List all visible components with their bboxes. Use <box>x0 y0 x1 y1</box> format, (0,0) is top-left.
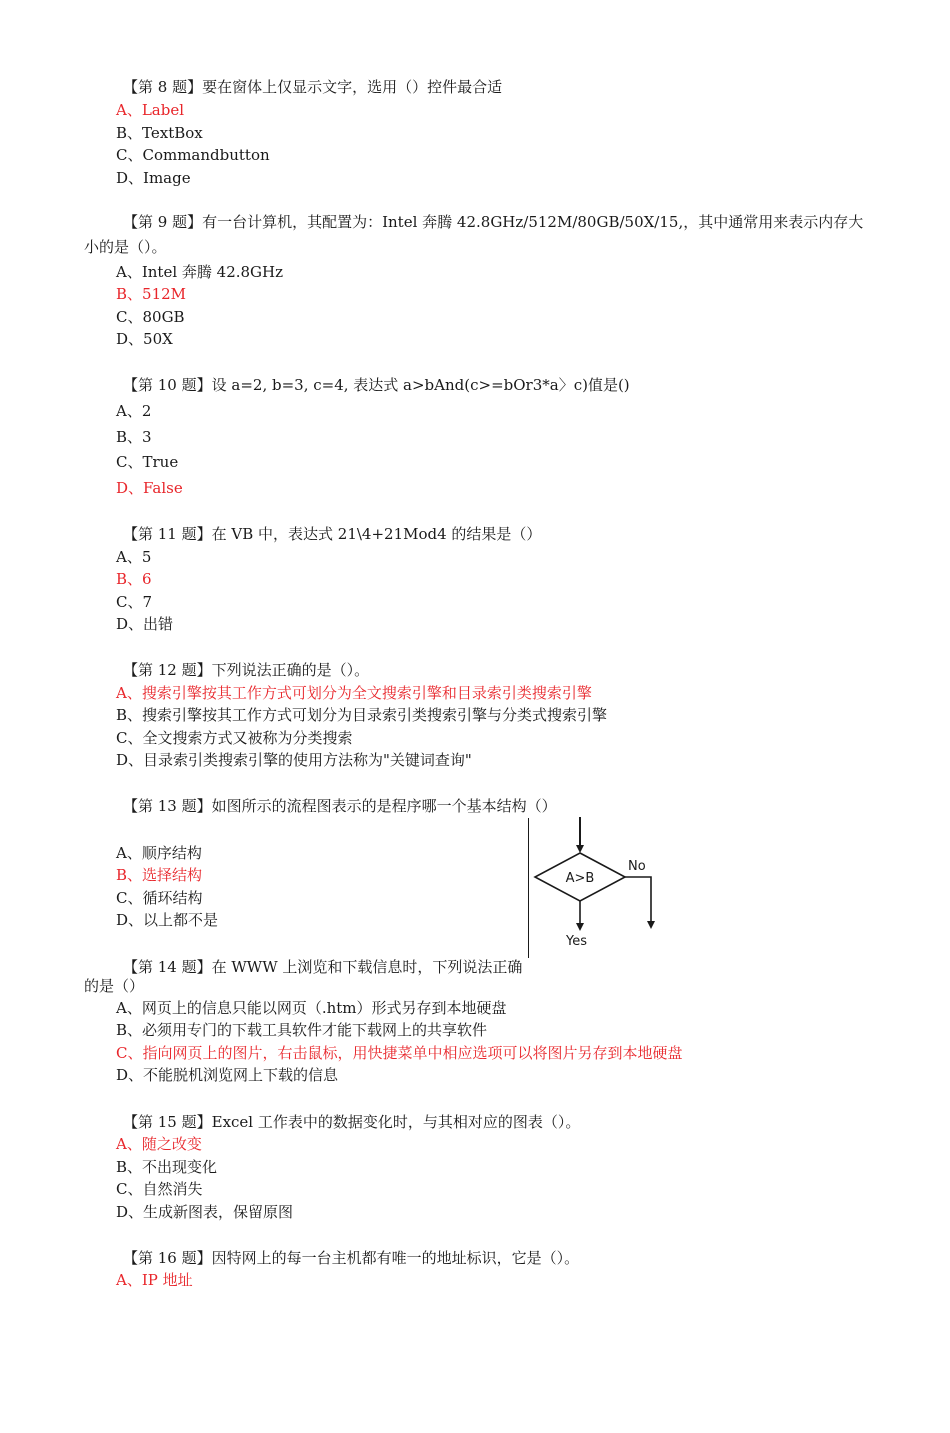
question-11-option-d: D、出错 <box>116 615 174 633</box>
question-11-option-b: B、6 <box>116 570 152 588</box>
question-11-option-c: C、7 <box>116 593 153 611</box>
flowchart-figure <box>528 815 663 955</box>
question-13-option-c: C、循环结构 <box>116 889 203 907</box>
question-12-stem: 【第 12 题】下列说法正确的是（）。 <box>123 661 370 679</box>
question-15-option-a: A、随之改变 <box>116 1135 202 1153</box>
question-12-option-a: A、搜索引擎按其工作方式可划分为全文搜索引擎和目录索引类搜索引擎 <box>116 684 592 702</box>
question-14-option-b: B、必须用专门的下载工具软件才能下载网上的共享软件 <box>116 1021 488 1039</box>
question-14-option-d: D、不能脱机浏览网上下载的信息 <box>116 1066 339 1084</box>
question-8-option-b: B、TextBox <box>116 124 203 142</box>
question-15-option-d: D、生成新图表，保留原图 <box>116 1203 294 1221</box>
question-9-stem: 【第 9 题】有一台计算机，其配置为：Intel 奔腾 42.8GHz/512M/80GB/50X/15‚，其中通常用来表示内存大 <box>123 213 864 231</box>
flowchart-no-label: No <box>628 859 646 874</box>
question-14-stem-continued: 的是（） <box>84 977 145 995</box>
question-16-option-a: A、IP 地址 <box>116 1271 193 1289</box>
question-8-option-a: A、Label <box>116 101 185 119</box>
question-9-option-d: D、50X <box>116 330 173 348</box>
question-14-option-c: C、指向网页上的图片，右击鼠标，用快捷菜单中相应选项可以将图片另存到本地硬盘 <box>116 1044 683 1062</box>
question-13-stem: 【第 13 题】如图所示的流程图表示的是程序哪一个基本结构（） <box>123 797 557 815</box>
flowchart-condition-label: A>B <box>565 871 595 886</box>
question-11-stem: 【第 11 题】在 VB 中，表达式 21\4+21Mod4 的结果是（） <box>123 525 542 543</box>
question-15-option-c: C、自然消失 <box>116 1180 203 1198</box>
question-16-stem: 【第 16 题】因特网上的每一台主机都有唯一的地址标识，它是（）。 <box>123 1249 580 1267</box>
question-12-option-d: D、目录索引类搜索引擎的使用方法称为"关键词查询" <box>116 751 472 769</box>
question-9-option-b: B、512M <box>116 285 187 303</box>
question-10-stem: 【第 10 题】设 a=2, b=3, c=4, 表达式 a>bAnd(c>=bOr3*a〉c)值是() <box>123 376 630 394</box>
question-13-option-b: B、选择结构 <box>116 866 203 884</box>
question-9-option-a: A、Intel 奔腾 42.8GHz <box>116 263 284 281</box>
question-10-option-b: B、3 <box>116 428 152 446</box>
question-10-option-d: D、False <box>116 479 183 497</box>
question-15-option-b: B、不出现变化 <box>116 1158 218 1176</box>
flowchart-yes-label: Yes <box>566 934 587 949</box>
question-15-stem: 【第 15 题】Excel 工作表中的数据变化时，与其相对应的图表（）。 <box>123 1113 581 1131</box>
flowchart-no-branch-arrow <box>625 877 651 925</box>
question-14-option-a: A、网页上的信息只能以网页（.htm）形式另存到本地硬盘 <box>116 999 507 1017</box>
question-8-option-d: D、Image <box>116 169 191 187</box>
question-9-stem-continued: 小的是（）。 <box>84 238 167 256</box>
question-11-option-a: A、5 <box>116 548 152 566</box>
question-8-option-c: C、Commandbutton <box>116 146 270 164</box>
question-10-option-a: A、2 <box>116 402 152 420</box>
question-8-stem: 【第 8 题】要在窗体上仅显示文字，选用（）控件最合适 <box>123 78 503 96</box>
question-13-option-a: A、顺序结构 <box>116 844 202 862</box>
question-12-option-c: C、全文搜索方式又被称为分类搜索 <box>116 729 353 747</box>
question-13-option-d: D、以上都不是 <box>116 911 219 929</box>
question-12-option-b: B、搜索引擎按其工作方式可划分为目录索引类搜索引擎与分类式搜索引擎 <box>116 706 608 724</box>
question-9-option-c: C、80GB <box>116 308 185 326</box>
question-14-stem: 【第 14 题】在 WWW 上浏览和下载信息时，下列说法正确 <box>123 958 523 976</box>
question-10-option-c: C、True <box>116 453 179 471</box>
